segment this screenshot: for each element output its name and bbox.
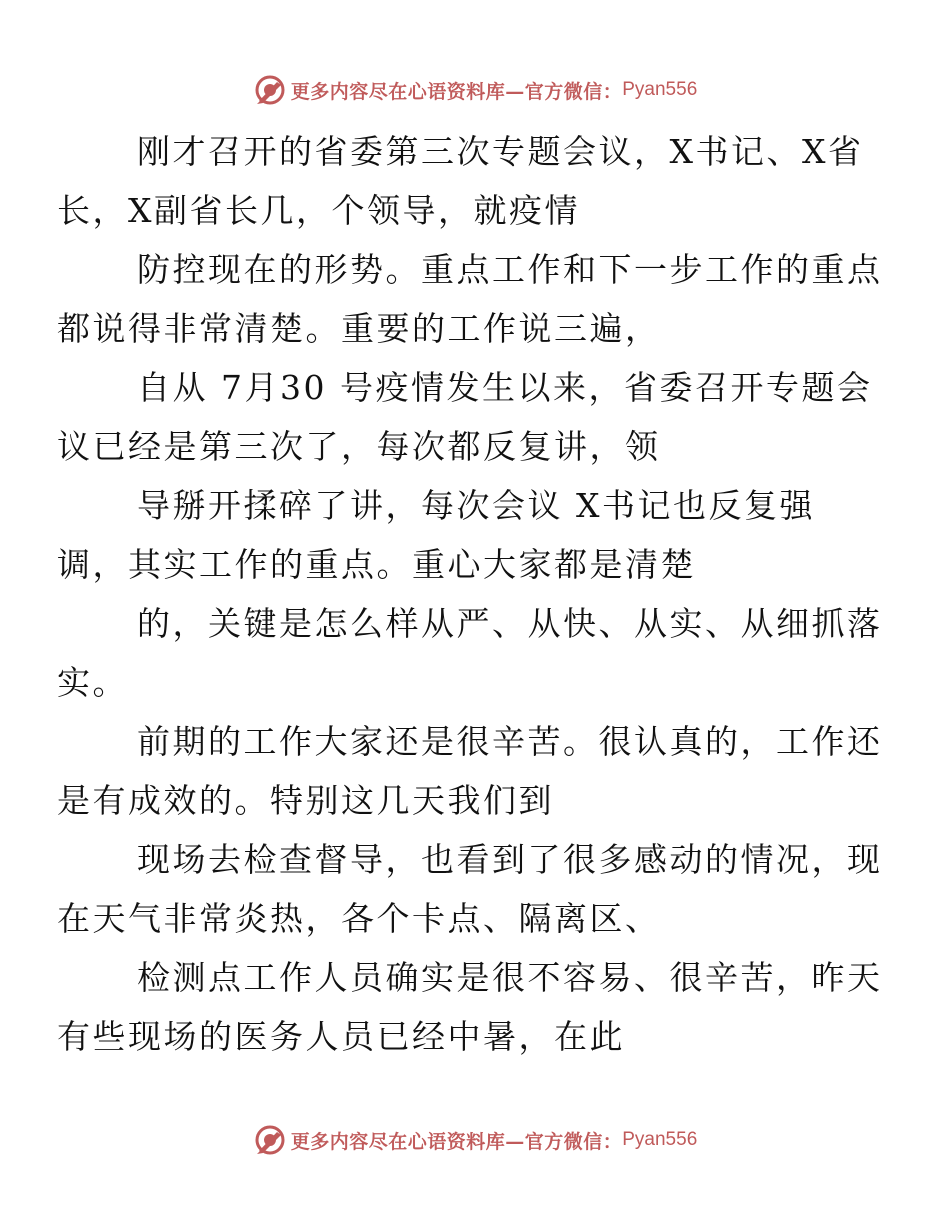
pen-circle-logo-icon — [253, 1123, 287, 1157]
text-line: 导掰开揉碎了讲，每次会议 X书记也反复强 — [137, 486, 815, 525]
paragraph — [57, 594, 883, 712]
pen-circle-logo-icon — [253, 73, 287, 107]
text-line: 的，关键是怎么样从严、从快、从实、从细抓落 — [137, 604, 883, 643]
text-line: 实。 — [57, 663, 128, 702]
banner-text: 更多内容尽在心语资料库—官方微信： — [290, 80, 623, 103]
text-line: 自从 7月30 号疫情发生以来，省委召开专题会 — [137, 368, 873, 407]
paragraph — [57, 476, 857, 594]
document-body — [57, 122, 883, 1066]
paragraph — [57, 358, 873, 476]
text-line: 防控现在的形势。重点工作和下一步工作的重点 — [137, 250, 883, 289]
banner-text: 更多内容尽在心语资料库—官方微信： — [290, 1130, 623, 1153]
paragraph — [57, 712, 883, 830]
text-line: 刚才召开的省委第三次专题会议，X书记、X省 — [137, 132, 864, 171]
text-line: 有些现场的医务人员已经中暑，在此 — [57, 1017, 625, 1056]
paragraph — [57, 830, 883, 948]
text-line: 都说得非常清楚。重要的工作说三遍， — [57, 309, 661, 348]
paragraph — [57, 240, 883, 358]
banner-wechat-id: Pyan556 — [622, 1129, 698, 1150]
footer-banner — [0, 1120, 950, 1160]
paragraph — [57, 122, 864, 240]
header-banner — [0, 70, 950, 110]
text-line: 现场去检查督导，也看到了很多感动的情况，现 — [137, 840, 883, 879]
text-line: 检测点工作人员确实是很不容易、很辛苦，昨天 — [137, 958, 883, 997]
text-line: 前期的工作大家还是很辛苦。很认真的，工作还 — [137, 722, 883, 761]
text-line: 是有成效的。特别这几天我们到 — [57, 781, 554, 820]
text-line: 在天气非常炎热，各个卡点、隔离区、 — [57, 899, 661, 938]
text-line: 调，其实工作的重点。重心大家都是清楚 — [57, 545, 696, 584]
text-line: 长，X副省长几，个领导，就疫情 — [57, 191, 580, 230]
banner-wechat-id: Pyan556 — [622, 79, 698, 100]
text-line: 议已经是第三次了，每次都反复讲，领 — [57, 427, 661, 466]
paragraph — [57, 948, 883, 1066]
